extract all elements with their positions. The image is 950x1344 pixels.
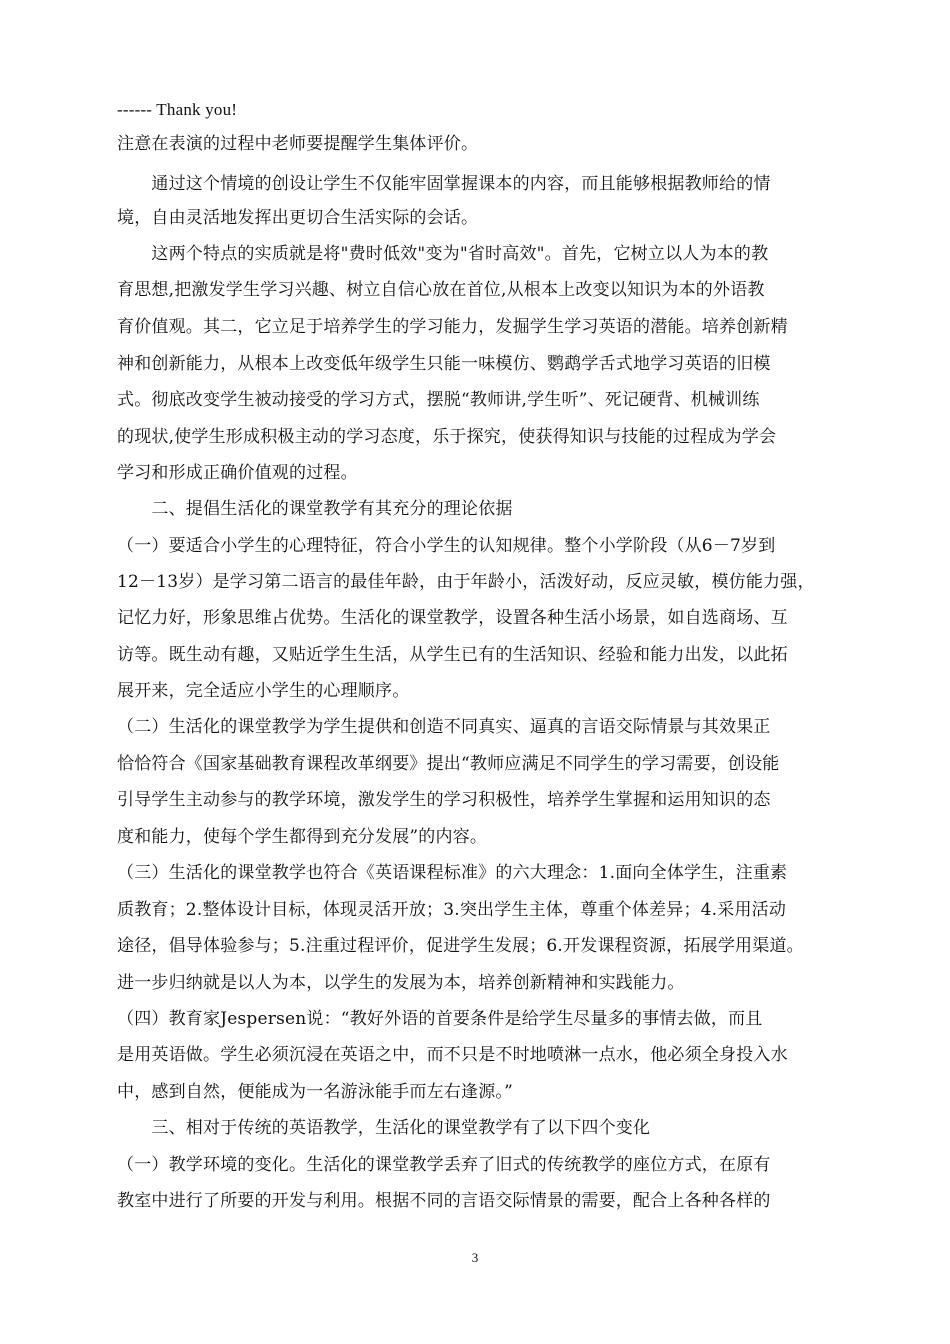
text-line: （一）教学环境的变化。生活化的课堂教学丢弃了旧式的传统教学的座位方式，在原有 <box>117 1155 771 1175</box>
text-line: 中，感到自然，便能成为一名游泳能手而左右逢源。” <box>117 1082 513 1102</box>
text-line: （二）生活化的课堂教学为学生提供和创造不同真实、逼真的言语交际情景与其效果正 <box>117 717 771 737</box>
text-line: （三）生活化的课堂教学也符合《英语课程标准》的六大理念：1.面向全体学生，注重素 <box>117 863 788 883</box>
text-line: 通过这个情境的创设让学生不仅能牢固掌握课本的内容，而且能够根据教师给的情 <box>117 174 771 194</box>
text-line: 恰恰符合《国家基础教育课程改革纲要》提出“教师应满足不同学生的学习需要，创设能 <box>117 754 780 774</box>
text-line: （四）教育家Jespersen说：“教好外语的首要条件是给学生尽量多的事情去做，而且 <box>117 1009 763 1029</box>
text-line: 学习和形成正确价值观的过程。 <box>117 463 358 483</box>
text-line: 这两个特点的实质就是将"费时低效"变为"省时高效"。首先，它树立以人为本的教 <box>117 244 769 264</box>
text-line: 访等。既生动有趣，又贴近学生生活，从学生已有的生活知识、经验和能力出发，以此拓 <box>117 645 788 665</box>
text-line: 度和能力，使每个学生都得到充分发展”的内容。 <box>117 827 488 847</box>
text-line: 神和创新能力，从根本上改变低年级学生只能一味模仿、鹦鹉学舌式地学习英语的旧模 <box>117 354 771 374</box>
page-number: 3 <box>471 1250 479 1265</box>
text-line: 记忆力好，形象思维占优势。生活化的课堂教学，设置各种生活小场景，如自选商场、互 <box>117 608 788 628</box>
text-line: 展开来，完全适应小学生的心理顺序。 <box>117 681 410 701</box>
text-line: 进一步归纳就是以人为本，以学生的发展为本，培养创新精神和实践能力。 <box>117 973 685 993</box>
text-line: 的现状,使学生形成积极主动的学习态度，乐于探究，使获得知识与技能的过程成为学会 <box>117 427 777 447</box>
section-heading: 三、相对于传统的英语教学，生活化的课堂教学有了以下四个变化 <box>117 1118 651 1138</box>
text-line: 教室中进行了所要的开发与利用。根据不同的言语交际情景的需要，配合上各种各样的 <box>117 1191 771 1211</box>
text-line: （一）要适合小学生的心理特征，符合小学生的认知规律。整个小学阶段（从6－7岁到 <box>117 536 776 556</box>
text-line: 境，自由灵活地发挥出更切合生活实际的会话。 <box>117 208 479 228</box>
text-line: 式。彻底改变学生被动接受的学习方式，摆脱“教师讲,学生听”、死记硬背、机械训练 <box>117 390 760 410</box>
text-line: 注意在表演的过程中老师要提醒学生集体评价。 <box>117 134 479 154</box>
text-line: 育思想,把激发学生学习兴趣、树立自信心放在首位,从根本上改变以知识为本的外语教 <box>117 280 765 300</box>
section-heading: 二、提倡生活化的课堂教学有其充分的理论依据 <box>117 499 513 519</box>
text-line: ------ Thank you! <box>117 100 238 119</box>
text-line: 质教育；2.整体设计目标，体现灵活开放；3.突出学生主体，尊重个体差异；4.采用活动 <box>117 900 787 920</box>
text-line: 育价值观。其二，它立足于培养学生的学习能力，发掘学生学习英语的潜能。培养创新精 <box>117 317 788 337</box>
text-line: 是用英语做。学生必须沉浸在英语之中，而不只是不时地喷淋一点水，他必须全身投入水 <box>117 1045 788 1065</box>
text-line: 12－13岁）是学习第二语言的最佳年龄，由于年龄小，活泼好动，反应灵敏，模仿能力强， <box>117 572 815 592</box>
text-line: 引导学生主动参与的教学环境，激发学生的学习积极性，培养学生掌握和运用知识的态 <box>117 790 771 810</box>
text-line: 途径，倡导体验参与；5.注重过程评价，促进学生发展；6.开发课程资源，拓展学用渠道。 <box>117 936 804 956</box>
